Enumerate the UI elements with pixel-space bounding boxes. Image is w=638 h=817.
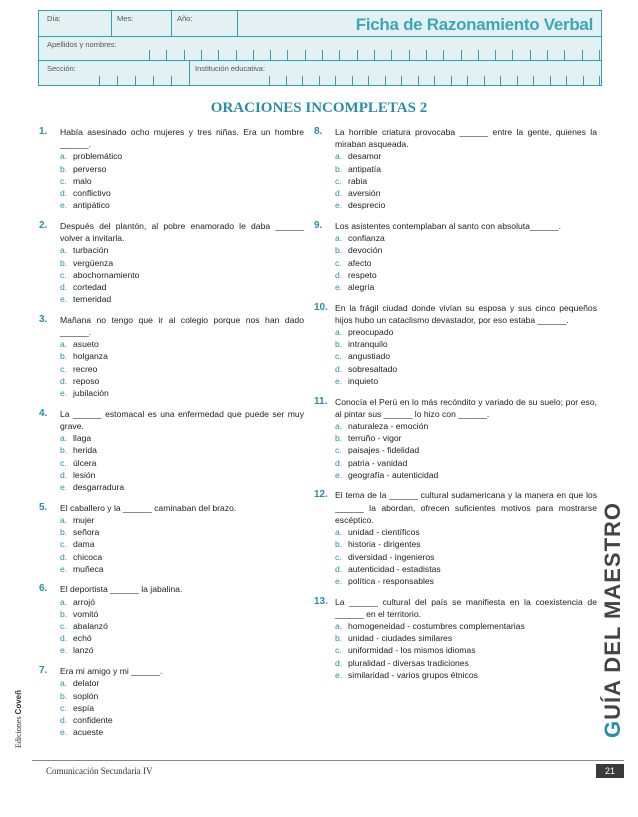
answer-option xyxy=(60,338,304,350)
answer-option xyxy=(60,596,304,608)
option-text: aversión xyxy=(348,188,381,199)
option-text: unidad - ciudades similares xyxy=(348,633,453,644)
answer-option xyxy=(60,481,304,493)
question-number: 10. xyxy=(314,301,328,313)
question-text: El deportista ______ la jabalina. xyxy=(60,584,183,595)
answer-option xyxy=(60,563,304,575)
option-letter: d. xyxy=(335,457,343,468)
option-text: malo xyxy=(73,175,92,186)
option-letter: c. xyxy=(60,621,67,632)
question-item xyxy=(314,595,597,681)
name-row xyxy=(39,37,601,61)
answer-option xyxy=(335,420,597,432)
answer-option xyxy=(60,526,304,538)
option-text: antipático xyxy=(73,200,110,211)
option-text: abalanzó xyxy=(73,621,108,632)
question-text: Los asistentes contemplaban al santo con absoluta______. xyxy=(335,220,561,231)
question-item xyxy=(39,126,304,211)
option-letter: a. xyxy=(335,151,343,162)
answer-option xyxy=(60,187,304,199)
option-text: pluralidad - diversas tradiciones xyxy=(348,657,469,668)
option-letter: a. xyxy=(60,596,68,607)
option-text: vergüenza xyxy=(73,257,114,268)
answer-option xyxy=(60,432,304,444)
option-letter: c. xyxy=(60,175,67,186)
question-item xyxy=(39,583,304,656)
option-letter: a. xyxy=(60,151,68,162)
question-number: 11. xyxy=(314,395,328,407)
option-text: asueto xyxy=(73,339,99,350)
option-letter: c. xyxy=(335,351,342,362)
question-text: Conocía el Perú en lo más recóndito y variado de su suelo; por eso, al pintar sus ______ lo hizo con ______. xyxy=(335,396,597,419)
option-text: paisajes - fidelidad xyxy=(348,445,420,456)
question-text: Mañana no tengo que ir al colegio porque nos han dado ______. xyxy=(60,314,304,338)
option-text: herida xyxy=(73,445,97,456)
question-number: 1. xyxy=(39,126,48,137)
option-text: señora xyxy=(73,527,100,538)
option-text: homogeneidad - costumbres complementarias xyxy=(348,621,525,632)
option-letter: d. xyxy=(60,714,68,725)
section-label: Sección: xyxy=(47,64,76,73)
option-text: historia - dirigentes xyxy=(348,539,421,550)
answer-option xyxy=(60,175,304,187)
question-item xyxy=(39,219,304,305)
option-text: desprecio xyxy=(348,200,386,211)
answer-option xyxy=(335,350,597,362)
option-text: chicoca xyxy=(73,551,103,562)
option-text: autenticidad - estadistas xyxy=(348,563,441,574)
answer-option xyxy=(60,281,304,293)
answer-option xyxy=(60,644,304,656)
option-text: temeridad xyxy=(73,294,112,305)
option-text: muñeca xyxy=(73,563,104,574)
option-letter: b. xyxy=(60,445,68,456)
answer-option xyxy=(60,620,304,632)
question-text: La ______ estomacal es una enfermedad que puede ser muy grave. xyxy=(60,408,304,431)
option-text: unidad - científicos xyxy=(348,527,420,538)
answer-option xyxy=(335,175,597,187)
option-letter: a. xyxy=(60,514,68,525)
option-letter: a. xyxy=(335,420,343,431)
option-text: intranquilo xyxy=(348,339,388,350)
question-number: 7. xyxy=(39,665,48,677)
option-letter: b. xyxy=(60,690,68,701)
option-text: sobresaltado xyxy=(348,363,398,374)
option-letter: e. xyxy=(60,563,68,574)
option-letter: e. xyxy=(335,375,343,386)
answer-option xyxy=(60,257,304,269)
question-item xyxy=(314,126,597,211)
option-letter: e. xyxy=(335,469,343,480)
question-item xyxy=(314,219,597,293)
right-column xyxy=(314,126,597,690)
question-item xyxy=(39,313,304,399)
answer-option xyxy=(60,350,304,362)
option-text: mujer xyxy=(73,514,95,525)
option-letter: a. xyxy=(60,433,68,444)
answer-option xyxy=(60,469,304,481)
option-text: arrojó xyxy=(73,596,95,607)
question-number: 8. xyxy=(314,126,323,137)
option-text: terruño - vigor xyxy=(348,433,402,444)
option-text: soplón xyxy=(73,690,99,701)
option-letter: c. xyxy=(60,269,67,280)
answer-option xyxy=(335,375,597,387)
question-number: 12. xyxy=(314,489,328,501)
option-letter: c. xyxy=(60,457,67,468)
answer-option xyxy=(335,432,597,444)
answer-option xyxy=(60,244,304,256)
option-letter: e. xyxy=(335,281,343,292)
option-text: abochornamiento xyxy=(73,269,140,280)
option-text: recreo xyxy=(73,363,98,374)
name-label: Apellidos y nombres: xyxy=(47,40,117,49)
option-letter: a. xyxy=(335,233,343,244)
option-letter: d. xyxy=(60,188,68,199)
option-text: afecto xyxy=(348,257,372,268)
option-text: jubilación xyxy=(73,388,109,399)
answer-option xyxy=(335,644,597,656)
answer-option xyxy=(335,338,597,350)
option-text: cortedad xyxy=(73,281,107,292)
option-text: devoción xyxy=(348,245,383,256)
question-number: 6. xyxy=(39,583,48,595)
option-letter: d. xyxy=(335,269,343,280)
answer-option xyxy=(60,363,304,375)
answer-option xyxy=(335,669,597,681)
option-letter: c. xyxy=(60,539,67,550)
option-text: espía xyxy=(73,702,95,713)
page-number: 21 xyxy=(596,764,624,778)
option-text: angustiado xyxy=(348,351,391,362)
question-item xyxy=(314,489,597,587)
question-number: 13. xyxy=(314,595,328,607)
option-text: similaridad - varios grupos étnicos xyxy=(348,669,478,680)
option-letter: a. xyxy=(60,245,68,256)
answer-option xyxy=(60,269,304,281)
option-letter: c. xyxy=(60,702,67,713)
answer-option xyxy=(335,363,597,375)
option-letter: c. xyxy=(335,175,342,186)
option-text: úlcera xyxy=(73,457,97,468)
answer-option xyxy=(335,620,597,632)
left-column xyxy=(39,126,304,747)
option-letter: d. xyxy=(335,657,343,668)
publisher-logo: Ediciones Coveñ xyxy=(14,690,23,748)
option-letter: e. xyxy=(335,575,343,586)
option-text: echó xyxy=(73,633,92,644)
answer-option xyxy=(60,199,304,211)
option-letter: b. xyxy=(335,633,343,644)
footer-text: Comunicación Secundaria IV xyxy=(46,766,153,776)
answer-option xyxy=(60,690,304,702)
question-text: La horrible criatura provocaba ______ entre la gente, quienes la miraban asqueada. xyxy=(335,127,597,150)
option-text: alegría xyxy=(348,281,375,292)
option-text: confidente xyxy=(73,714,113,725)
section-title: ORACIONES INCOMPLETAS 2 xyxy=(210,100,428,116)
option-letter: c. xyxy=(335,445,342,456)
option-letter: c. xyxy=(335,257,342,268)
year-label: Año: xyxy=(177,14,193,23)
option-letter: a. xyxy=(335,327,343,338)
question-text: El tema de la ______ cultural sudamericana y la manera en que los ______ la abordan, ofrecen suficientes motivos para mostrarse escéptico. xyxy=(335,490,597,525)
answer-option xyxy=(335,575,597,587)
option-text: problemático xyxy=(73,151,123,162)
option-text: reposo xyxy=(73,375,100,386)
question-item xyxy=(314,301,597,387)
answer-option xyxy=(60,514,304,526)
question-text: El caballero y la ______ caminaban del brazo. xyxy=(60,502,237,513)
option-letter: c. xyxy=(335,645,342,656)
answer-option xyxy=(335,538,597,550)
option-text: desgarradura xyxy=(73,481,125,492)
option-letter: b. xyxy=(60,351,68,362)
option-letter: e. xyxy=(60,294,68,305)
question-number: 3. xyxy=(39,313,48,325)
option-text: vomitó xyxy=(73,608,99,619)
answer-option xyxy=(60,632,304,644)
option-letter: d. xyxy=(60,633,68,644)
option-letter: d. xyxy=(335,563,343,574)
answer-option xyxy=(335,281,597,293)
answer-option xyxy=(60,457,304,469)
answer-option xyxy=(335,632,597,644)
answer-option xyxy=(60,293,304,305)
answer-option xyxy=(335,232,597,244)
option-text: preocupado xyxy=(348,327,394,338)
worksheet-title: Ficha de Razonamiento Verbal xyxy=(355,15,593,34)
option-letter: e. xyxy=(335,669,343,680)
section-row xyxy=(39,61,601,86)
answer-option xyxy=(60,444,304,456)
option-text: respeto xyxy=(348,269,377,280)
option-letter: a. xyxy=(335,621,343,632)
question-number: 2. xyxy=(39,219,48,231)
answer-option xyxy=(60,387,304,399)
option-text: perverso xyxy=(73,163,107,174)
answer-option xyxy=(60,714,304,726)
answer-option xyxy=(60,702,304,714)
footer-divider xyxy=(32,760,624,761)
month-label: Mes: xyxy=(117,14,134,23)
option-letter: e. xyxy=(60,200,68,211)
option-text: lesión xyxy=(73,469,96,480)
answer-option xyxy=(60,677,304,689)
question-text: En la frágil ciudad donde vivían su esposa y sus cinco pequeños hijos hubo un cataclismo devastador, por eso estaba ______. xyxy=(335,302,597,325)
option-text: holganza xyxy=(73,351,108,362)
option-text: lanzó xyxy=(73,645,94,656)
question-text: La ______ cultural del país se manifiesta en la coexistencia de ______ en el territorio. xyxy=(335,596,597,619)
option-text: antipatía xyxy=(348,163,381,174)
option-letter: a. xyxy=(335,527,343,538)
option-text: confianza xyxy=(348,233,385,244)
option-letter: b. xyxy=(335,163,343,174)
answer-option xyxy=(60,538,304,550)
answer-option xyxy=(335,444,597,456)
answer-option xyxy=(335,551,597,563)
question-number: 9. xyxy=(314,219,323,231)
option-text: geografía - autenticidad xyxy=(348,469,439,480)
answer-option xyxy=(60,150,304,162)
answer-option xyxy=(335,199,597,211)
option-text: uniformidad - los mismos idiomas xyxy=(348,645,476,656)
option-text: inquieto xyxy=(348,375,379,386)
answer-option xyxy=(335,457,597,469)
option-letter: d. xyxy=(60,375,68,386)
option-letter: c. xyxy=(60,363,67,374)
option-letter: b. xyxy=(60,608,68,619)
question-item xyxy=(314,395,597,481)
answer-option xyxy=(335,326,597,338)
option-letter: e. xyxy=(60,727,68,738)
question-item xyxy=(39,407,304,493)
question-number: 5. xyxy=(39,501,48,513)
answer-option xyxy=(335,526,597,538)
question-text: Después del plantón, al pobre enamorado le daba ______ volver a invitarla. xyxy=(60,220,304,244)
answer-option xyxy=(335,657,597,669)
answer-option xyxy=(60,551,304,563)
answer-option xyxy=(335,269,597,281)
answer-option xyxy=(335,150,597,162)
option-letter: d. xyxy=(60,469,68,480)
option-letter: c. xyxy=(335,551,342,562)
option-letter: e. xyxy=(60,481,68,492)
option-text: llaga xyxy=(73,433,92,444)
option-letter: d. xyxy=(60,281,68,292)
option-text: patria - vanidad xyxy=(348,457,408,468)
option-letter: b. xyxy=(60,257,68,268)
option-text: desamor xyxy=(348,151,382,162)
answer-option xyxy=(335,244,597,256)
option-text: dama xyxy=(73,539,95,550)
option-letter: b. xyxy=(335,539,343,550)
answer-option xyxy=(335,257,597,269)
answer-option xyxy=(335,563,597,575)
answer-option xyxy=(60,726,304,738)
option-letter: b. xyxy=(335,433,343,444)
option-letter: e. xyxy=(60,645,68,656)
question-text: Había asesinado ocho mujeres y tres niñas. Era un hombre ______. xyxy=(60,127,304,150)
answer-option xyxy=(335,187,597,199)
institution-label: Institución educativa: xyxy=(195,64,266,73)
option-letter: d. xyxy=(335,363,343,374)
option-text: acueste xyxy=(73,727,104,738)
option-letter: b. xyxy=(60,527,68,538)
option-letter: a. xyxy=(60,339,68,350)
guia-del-maestro-label: GUÍA DEL MAESTRO xyxy=(600,501,625,738)
answer-option xyxy=(60,375,304,387)
option-text: diversidad - ingenieros xyxy=(348,551,435,562)
question-text: Era mi amigo y mi ______. xyxy=(60,666,163,677)
answer-option xyxy=(60,163,304,175)
option-text: delator xyxy=(73,678,100,689)
option-letter: b. xyxy=(60,163,68,174)
option-text: turbación xyxy=(73,245,109,256)
option-letter: e. xyxy=(335,200,343,211)
answer-option xyxy=(60,608,304,620)
option-text: rabia xyxy=(348,175,368,186)
option-letter: d. xyxy=(60,551,68,562)
option-letter: a. xyxy=(60,678,68,689)
option-text: conflictivo xyxy=(73,188,111,199)
option-text: política - responsables xyxy=(348,575,434,586)
answer-option xyxy=(335,163,597,175)
student-info-header xyxy=(38,10,602,86)
option-letter: b. xyxy=(335,339,343,350)
answer-option xyxy=(335,469,597,481)
question-number: 4. xyxy=(39,407,48,419)
question-item xyxy=(39,501,304,575)
option-letter: e. xyxy=(60,388,68,399)
day-label: Día: xyxy=(47,14,61,23)
option-letter: d. xyxy=(335,188,343,199)
question-item xyxy=(39,665,304,738)
option-letter: b. xyxy=(335,245,343,256)
option-text: naturaleza - emoción xyxy=(348,420,429,431)
